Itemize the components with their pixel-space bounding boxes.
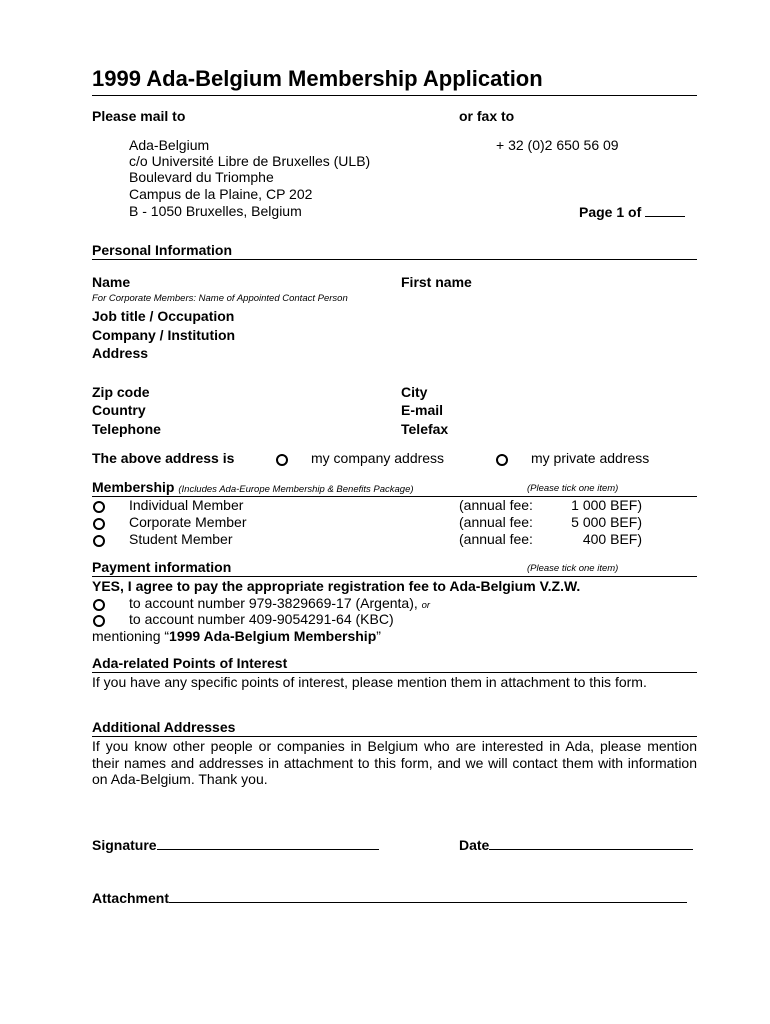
attachment-field[interactable] <box>169 889 687 903</box>
fee-label: (annual fee: <box>459 514 533 530</box>
payment-heading: Payment information <box>92 559 232 575</box>
name-label: Name <box>92 274 131 290</box>
interest-heading: Ada-related Points of Interest <box>92 655 288 671</box>
payment-rule <box>92 576 697 577</box>
telefax-label: Telefax <box>401 421 449 437</box>
membership-heading-row <box>92 479 414 495</box>
mention-suffix: ” <box>376 628 381 644</box>
mention-prefix: mentioning “ <box>92 628 170 644</box>
job-label: Job title / Occupation <box>92 308 235 324</box>
address-label: Address <box>92 345 149 361</box>
fax-label: or fax to <box>459 108 515 124</box>
fee-value: 1 000 BEF) <box>571 497 642 513</box>
date-field[interactable] <box>489 836 693 850</box>
first-name-label: First name <box>401 274 472 290</box>
date-row <box>459 836 693 854</box>
account-argenta-text: to account number 979-3829669-17 (Argenta), <box>129 595 418 611</box>
mail-line: Campus de la Plaine, CP 202 <box>129 186 313 202</box>
additional-heading: Additional Addresses <box>92 719 236 735</box>
radio-student-icon[interactable] <box>93 535 105 547</box>
attachment-label: Attachment <box>92 890 170 906</box>
radio-kbc-icon[interactable] <box>93 615 105 627</box>
membership-tick-note: (Please tick one item) <box>527 483 619 494</box>
membership-item-individual: Individual Member <box>129 497 244 513</box>
radio-corporate-icon[interactable] <box>93 518 105 530</box>
fee-value: 5 000 BEF) <box>571 514 642 530</box>
zip-label: Zip code <box>92 384 150 400</box>
membership-item-student: Student Member <box>129 531 233 547</box>
city-label: City <box>401 384 428 400</box>
mail-line: Ada-Belgium <box>129 137 210 153</box>
mention-bold: 1999 Ada-Belgium Membership <box>169 628 377 644</box>
country-label: Country <box>92 402 146 418</box>
private-address-option: my private address <box>531 450 650 466</box>
page-label: Page 1 of <box>579 204 642 220</box>
payment-agree: YES, I agree to pay the appropriate registration fee to Ada-Belgium V.Z.W. <box>92 578 581 594</box>
or-label: or <box>421 600 431 611</box>
additional-rule <box>92 736 697 737</box>
personal-rule <box>92 259 697 260</box>
signature-label: Signature <box>92 837 157 853</box>
radio-private-address-icon[interactable] <box>496 454 508 466</box>
company-address-option: my company address <box>311 450 445 466</box>
membership-note: (Includes Ada-Europe Membership & Benefits Package) <box>178 484 414 495</box>
payment-tick-note: (Please tick one item) <box>527 563 619 574</box>
mail-line: c/o Université Libre de Bruxelles (ULB) <box>129 153 371 169</box>
above-address-label: The above address is <box>92 450 235 466</box>
radio-individual-icon[interactable] <box>93 501 105 513</box>
signature-row <box>92 836 379 854</box>
email-label: E-mail <box>401 402 444 418</box>
mail-line: B - 1050 Bruxelles, Belgium <box>129 203 302 219</box>
mail-line: Boulevard du Triomphe <box>129 169 274 185</box>
signature-field[interactable] <box>157 836 379 850</box>
radio-company-address-icon[interactable] <box>276 454 288 466</box>
mail-label: Please mail to <box>92 108 186 124</box>
interest-text: If you have any specific points of interest, please mention them in attachment to this form. <box>92 674 647 690</box>
company-label: Company / Institution <box>92 327 236 343</box>
corporate-note: For Corporate Members: Name of Appointed Contact Person <box>92 293 348 304</box>
telephone-label: Telephone <box>92 421 161 437</box>
page-count <box>579 203 685 221</box>
payment-mention <box>92 628 381 645</box>
attachment-row <box>92 889 687 907</box>
title-rule <box>92 95 697 96</box>
page-total-field[interactable] <box>645 203 685 217</box>
personal-heading: Personal Information <box>92 242 233 258</box>
membership-heading: Membership <box>92 479 175 495</box>
fee-label: (annual fee: <box>459 531 533 547</box>
membership-item-corporate: Corporate Member <box>129 514 247 530</box>
payment-account-kbc: to account number 409-9054291-64 (KBC) <box>129 611 394 627</box>
fee-value: 400 BEF) <box>582 531 642 547</box>
page-title: 1999 Ada-Belgium Membership Application <box>92 66 543 91</box>
fee-label: (annual fee: <box>459 497 533 513</box>
additional-text: If you know other people or companies in Belgium who are interested in Ada, please mention their names and addresses in attachment to this form, and we will contact them with information on Ada-Belgium. Thank you. <box>92 738 697 787</box>
interest-rule <box>92 672 697 673</box>
fax-number: + 32 (0)2 650 56 09 <box>496 137 619 153</box>
radio-argenta-icon[interactable] <box>93 599 105 611</box>
date-label: Date <box>459 837 490 853</box>
